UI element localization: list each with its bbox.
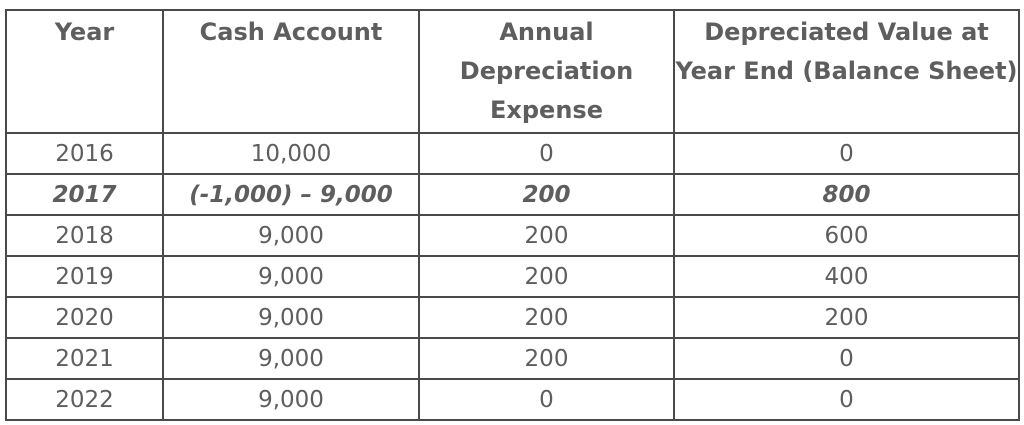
- cell-annual-depreciation: 0: [419, 379, 674, 420]
- cell-year: 2016: [6, 133, 163, 174]
- cell-depreciated-value: 0: [674, 338, 1019, 379]
- cell-annual-depreciation: 200: [419, 297, 674, 338]
- cell-year: 2021: [6, 338, 163, 379]
- cell-annual-depreciation: 200: [419, 174, 674, 215]
- cell-year: 2022: [6, 379, 163, 420]
- cell-depreciated-value: 0: [674, 133, 1019, 174]
- header-annual-depreciation-expense: Annual Depreciation Expense: [419, 10, 674, 133]
- cell-year: 2020: [6, 297, 163, 338]
- header-depreciated-value: Depreciated Value at Year End (Balance Sheet): [674, 10, 1019, 133]
- cell-cash-account: 9,000: [163, 215, 419, 256]
- table-row: [6, 338, 1019, 379]
- cell-cash-account: 10,000: [163, 133, 419, 174]
- header-year: Year: [6, 10, 163, 133]
- cell-year: 2018: [6, 215, 163, 256]
- table-row: [6, 133, 1019, 174]
- table-row: [6, 215, 1019, 256]
- cell-cash-account: 9,000: [163, 338, 419, 379]
- cell-cash-account: (-1,000) – 9,000: [163, 174, 419, 215]
- cell-annual-depreciation: 0: [419, 133, 674, 174]
- cell-year: 2017: [6, 174, 163, 215]
- depreciation-table-container: [5, 9, 1018, 421]
- table-row: [6, 297, 1019, 338]
- cell-annual-depreciation: 200: [419, 215, 674, 256]
- cell-cash-account: 9,000: [163, 379, 419, 420]
- cell-annual-depreciation: 200: [419, 338, 674, 379]
- cell-cash-account: 9,000: [163, 297, 419, 338]
- cell-annual-depreciation: 200: [419, 256, 674, 297]
- table-row: [6, 379, 1019, 420]
- table-row: [6, 256, 1019, 297]
- cell-depreciated-value: 600: [674, 215, 1019, 256]
- cell-cash-account: 9,000: [163, 256, 419, 297]
- cell-depreciated-value: 400: [674, 256, 1019, 297]
- cell-year: 2019: [6, 256, 163, 297]
- table-row-highlighted: [6, 174, 1019, 215]
- depreciation-table: [5, 9, 1020, 421]
- header-cash-account: Cash Account: [163, 10, 419, 133]
- cell-depreciated-value: 800: [674, 174, 1019, 215]
- cell-depreciated-value: 200: [674, 297, 1019, 338]
- header-row: [6, 10, 1019, 133]
- cell-depreciated-value: 0: [674, 379, 1019, 420]
